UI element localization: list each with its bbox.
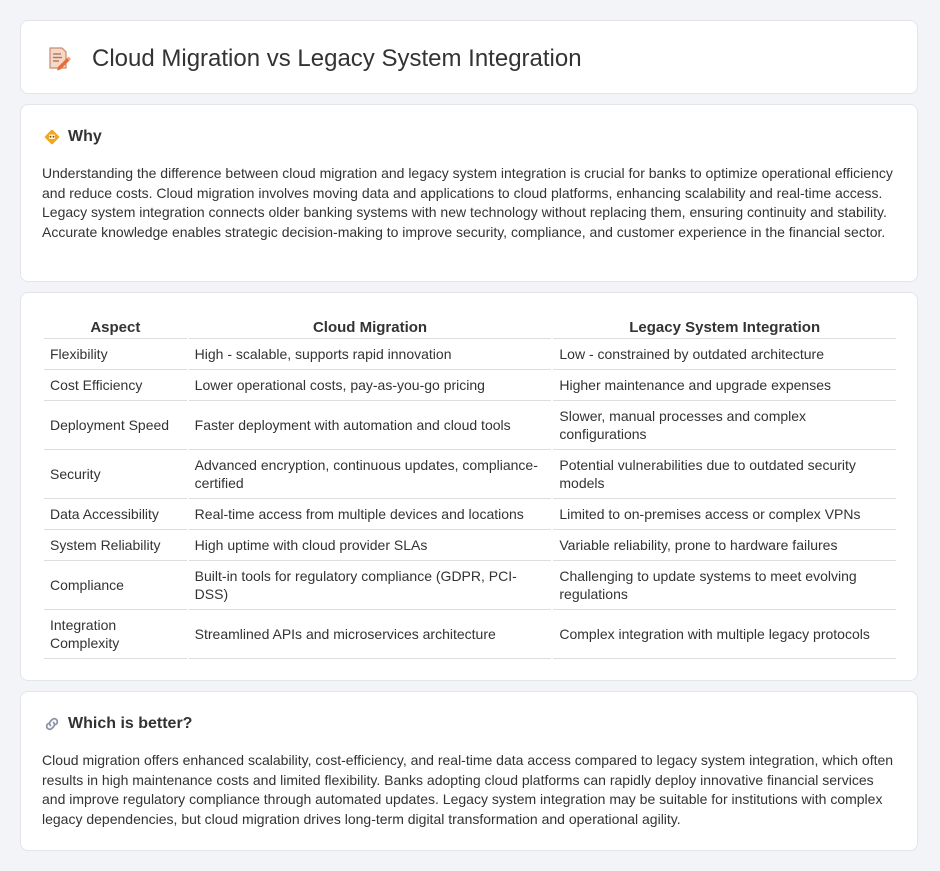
warning-diamond-icon bbox=[43, 128, 61, 146]
table-row bbox=[44, 561, 896, 610]
legacy-cell: Variable reliability, prone to hardware failures bbox=[553, 530, 896, 561]
comparison-table-card bbox=[20, 292, 918, 681]
cloud-cell: High uptime with cloud provider SLAs bbox=[189, 530, 552, 561]
why-text: Understanding the difference between cloud migration and legacy system integration is crucial for banks to optimize operational efficiency and reduce costs. Cloud migration involves moving data and applications to cloud platforms, enhancing scalability and real-time access. Legacy system integration connects older banking systems with new technology without replacing them, ensuring continuity and stability. Accurate knowledge enables strategic decision-making to improve security, compliance, and customer experience in the financial sector. bbox=[42, 165, 893, 240]
better-text: Cloud migration offers enhanced scalability, cost-efficiency, and real-time data access compared to legacy system integration, which often results in high maintenance costs and limited flexibility. Banks adopting cloud platforms can rapidly deploy innovative financial services and improve regulatory compliance through automated updates. Legacy system integration may be suitable for institutions with complex legacy dependencies, but cloud migration drives long-term digital transformation and operational agility. bbox=[42, 752, 894, 827]
table-row bbox=[44, 401, 896, 450]
aspect-cell: Cost Efficiency bbox=[44, 370, 187, 401]
aspect-cell: Compliance bbox=[44, 561, 187, 610]
cloud-cell: High - scalable, supports rapid innovation bbox=[189, 339, 552, 370]
header-aspect: Aspect bbox=[44, 316, 187, 339]
cloud-cell: Real-time access from multiple devices and locations bbox=[189, 499, 552, 530]
cloud-cell: Lower operational costs, pay-as-you-go pricing bbox=[189, 370, 552, 401]
table-row bbox=[44, 370, 896, 401]
link-icon bbox=[43, 715, 61, 733]
aspect-cell: Security bbox=[44, 450, 187, 499]
cloud-cell: Streamlined APIs and microservices architecture bbox=[189, 610, 552, 659]
which-is-better-section bbox=[20, 691, 918, 851]
legacy-cell: Higher maintenance and upgrade expenses bbox=[553, 370, 896, 401]
aspect-cell: Flexibility bbox=[44, 339, 187, 370]
legacy-cell: Limited to on-premises access or complex VPNs bbox=[553, 499, 896, 530]
why-section bbox=[20, 104, 918, 282]
why-heading: Why bbox=[68, 128, 102, 145]
page-title: Cloud Migration vs Legacy System Integration bbox=[92, 45, 582, 72]
aspect-cell: Deployment Speed bbox=[44, 401, 187, 450]
table-row bbox=[44, 499, 896, 530]
cloud-cell: Built-in tools for regulatory compliance (GDPR, PCI-DSS) bbox=[189, 561, 552, 610]
cloud-cell: Faster deployment with automation and cloud tools bbox=[189, 401, 552, 450]
aspect-cell: Integration Complexity bbox=[44, 610, 187, 659]
table-row bbox=[44, 610, 896, 659]
aspect-cell: Data Accessibility bbox=[44, 499, 187, 530]
legacy-cell: Potential vulnerabilities due to outdated security models bbox=[553, 450, 896, 499]
table-row bbox=[44, 450, 896, 499]
aspect-cell: System Reliability bbox=[44, 530, 187, 561]
document-edit-icon bbox=[45, 45, 71, 71]
better-heading: Which is better? bbox=[68, 715, 193, 732]
legacy-cell: Low - constrained by outdated architecture bbox=[553, 339, 896, 370]
table-row bbox=[44, 530, 896, 561]
cloud-cell: Advanced encryption, continuous updates, compliance-certified bbox=[189, 450, 552, 499]
table-row bbox=[44, 339, 896, 370]
header-legacy-integration: Legacy System Integration bbox=[553, 316, 896, 339]
legacy-cell: Complex integration with multiple legacy protocols bbox=[553, 610, 896, 659]
comparison-table bbox=[42, 316, 898, 659]
table-header-row bbox=[44, 316, 896, 339]
legacy-cell: Slower, manual processes and complex configurations bbox=[553, 401, 896, 450]
header-cloud-migration: Cloud Migration bbox=[189, 316, 552, 339]
legacy-cell: Challenging to update systems to meet evolving regulations bbox=[553, 561, 896, 610]
title-card bbox=[20, 20, 918, 94]
